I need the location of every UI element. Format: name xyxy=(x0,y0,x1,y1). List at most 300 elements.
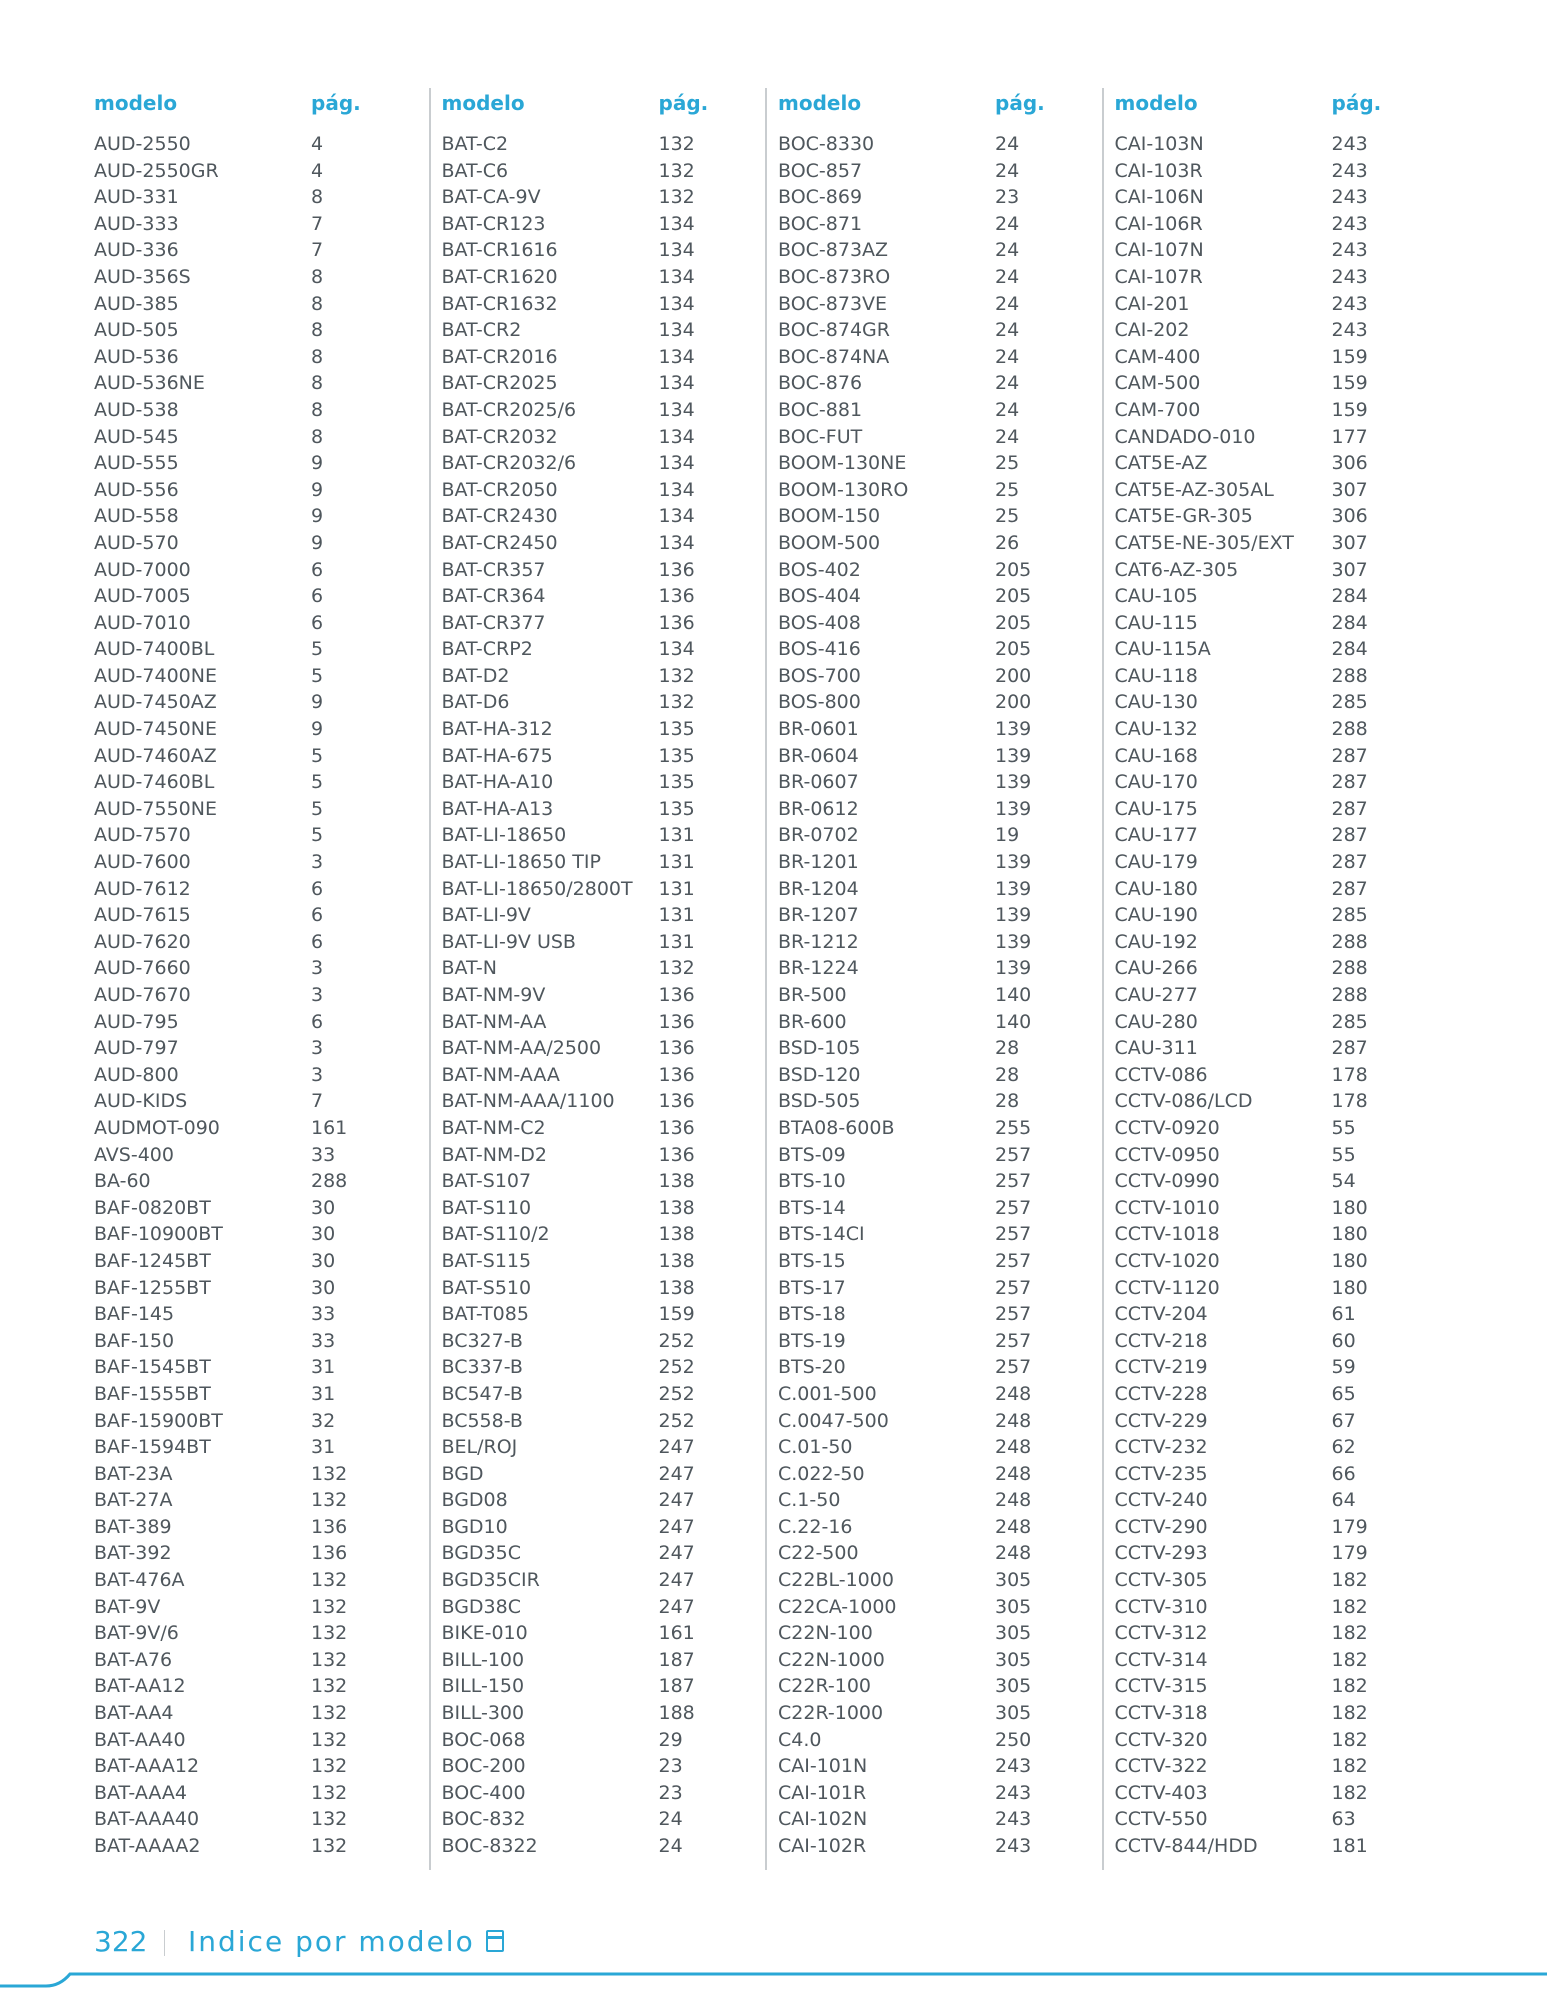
page-ref: 182 xyxy=(1331,1675,1368,1698)
model-code: AUD-505 xyxy=(94,319,179,342)
index-row xyxy=(1115,1806,1441,1833)
index-row xyxy=(1115,1115,1441,1142)
index-row xyxy=(1115,663,1441,690)
page-ref: 139 xyxy=(995,877,1032,900)
index-row xyxy=(1115,237,1441,264)
index-row xyxy=(1115,743,1441,770)
page-ref: 136 xyxy=(311,1542,348,1565)
index-row xyxy=(94,1647,429,1674)
page-ref: 8 xyxy=(311,186,324,209)
model-code: BAT-HA-A13 xyxy=(441,797,554,820)
model-code: BTS-14CI xyxy=(778,1223,865,1246)
model-code: BAT-A76 xyxy=(94,1648,173,1671)
index-row xyxy=(778,636,1102,663)
index-row xyxy=(94,1221,429,1248)
page-ref: 288 xyxy=(1331,957,1368,980)
model-code: CCTV-318 xyxy=(1114,1702,1208,1725)
model-code: AUD-797 xyxy=(94,1037,179,1060)
model-code: AUDMOT-090 xyxy=(94,1116,220,1139)
index-row xyxy=(1115,822,1441,849)
model-code: BAT-CR2450 xyxy=(441,531,558,554)
model-code: CCTV-232 xyxy=(1114,1436,1208,1459)
model-code: CAU-170 xyxy=(1114,771,1198,794)
index-row xyxy=(778,1727,1102,1754)
model-code: AUD-333 xyxy=(94,212,179,235)
model-code: CAI-101N xyxy=(778,1755,868,1778)
column-header xyxy=(1115,88,1441,118)
page-ref: 247 xyxy=(658,1489,695,1512)
page-ref: 248 xyxy=(995,1542,1032,1565)
index-row xyxy=(1115,1248,1441,1275)
model-code: BGD35CIR xyxy=(441,1569,540,1592)
model-code: AUD-7670 xyxy=(94,984,191,1006)
page-ref: 67 xyxy=(1331,1409,1356,1432)
index-row xyxy=(94,1461,429,1488)
page-ref: 134 xyxy=(658,505,695,528)
index-row xyxy=(1115,636,1441,663)
page-ref: 134 xyxy=(658,452,695,475)
page-ref: 285 xyxy=(1331,904,1368,927)
page-ref: 24 xyxy=(995,239,1020,262)
model-code: CAU-115 xyxy=(1114,611,1198,634)
page-ref: 178 xyxy=(1331,1063,1368,1086)
page-ref: 6 xyxy=(311,585,324,608)
page-ref: 7 xyxy=(311,1090,324,1113)
model-code: AUD-7450NE xyxy=(94,718,217,741)
index-row xyxy=(778,1753,1102,1780)
index-row xyxy=(778,424,1102,451)
index-row xyxy=(1115,1673,1441,1700)
model-code: BR-0607 xyxy=(778,771,859,794)
index-row xyxy=(1115,1142,1441,1169)
index-row xyxy=(94,370,429,397)
page-ref: 179 xyxy=(1331,1542,1368,1565)
model-code: CAU-118 xyxy=(1114,664,1198,687)
index-row xyxy=(94,1248,429,1275)
page-ref: 132 xyxy=(311,1755,348,1778)
model-code: BOS-416 xyxy=(778,638,861,661)
index-row xyxy=(94,1354,429,1381)
model-code: BIKE-010 xyxy=(441,1622,528,1645)
index-row xyxy=(778,1434,1102,1461)
page-ref: 288 xyxy=(1331,664,1368,687)
index-row xyxy=(94,1434,429,1461)
model-code: BOC-874NA xyxy=(778,345,890,368)
index-row xyxy=(94,583,429,610)
index-row xyxy=(442,1540,766,1567)
index-row xyxy=(778,158,1102,185)
page-ref: 24 xyxy=(995,265,1020,288)
model-code: C.01-50 xyxy=(778,1436,853,1459)
page-ref: 284 xyxy=(1331,611,1368,634)
page-ref: 63 xyxy=(1331,1808,1356,1831)
page-ref: 5 xyxy=(311,664,324,687)
page-ref: 134 xyxy=(658,638,695,661)
page-ref: 24 xyxy=(995,425,1020,448)
page-ref: 180 xyxy=(1331,1249,1368,1272)
model-code: CCTV-320 xyxy=(1114,1728,1208,1751)
index-row xyxy=(1115,1354,1441,1381)
index-row xyxy=(778,1088,1102,1115)
model-code: BAT-HA-A10 xyxy=(441,771,554,794)
index-row xyxy=(442,1088,766,1115)
page-ref: 132 xyxy=(658,957,695,980)
model-code: BILL-100 xyxy=(441,1648,525,1671)
model-code: CCTV-293 xyxy=(1114,1542,1208,1565)
index-row xyxy=(94,1806,429,1833)
page-ref: 132 xyxy=(311,1781,348,1804)
column-header xyxy=(94,88,429,118)
index-row xyxy=(1115,583,1441,610)
page-ref: 252 xyxy=(658,1329,695,1352)
page-ref: 136 xyxy=(658,1037,695,1060)
page-ref: 28 xyxy=(995,1063,1020,1086)
model-code: BAT-HA-312 xyxy=(441,718,553,741)
page-ref: 257 xyxy=(995,1223,1032,1246)
model-code: BR-1207 xyxy=(778,904,859,927)
page-ref: 24 xyxy=(995,212,1020,235)
index-row xyxy=(94,1780,429,1807)
index-row xyxy=(94,530,429,557)
page-ref: 257 xyxy=(995,1249,1032,1272)
page-ref: 55 xyxy=(1331,1143,1356,1166)
model-code: BOC-200 xyxy=(441,1755,526,1778)
page-ref: 180 xyxy=(1331,1276,1368,1299)
index-row xyxy=(778,211,1102,238)
model-code: BAT-27A xyxy=(94,1489,173,1512)
page-ref: 182 xyxy=(1331,1755,1368,1778)
section-title: Indice por modelo xyxy=(188,1925,475,1958)
page-ref: 139 xyxy=(995,904,1032,927)
index-row xyxy=(442,1620,766,1647)
page-ref: 8 xyxy=(311,398,324,421)
page-ref: 243 xyxy=(1331,292,1368,315)
page-ref: 138 xyxy=(658,1170,695,1193)
model-code: BAT-NM-9V xyxy=(441,984,546,1006)
page-ref: 131 xyxy=(658,877,695,900)
model-code: BOC-881 xyxy=(778,398,863,421)
index-row xyxy=(778,716,1102,743)
index-row xyxy=(1115,1647,1441,1674)
index-row xyxy=(442,1354,766,1381)
page-ref: 247 xyxy=(658,1595,695,1618)
page-ref: 287 xyxy=(1331,797,1368,820)
model-code: BR-1204 xyxy=(778,877,859,900)
index-row xyxy=(778,1115,1102,1142)
index-row xyxy=(442,1700,766,1727)
header-model: modelo xyxy=(94,91,178,115)
model-code: BOC-068 xyxy=(441,1728,526,1751)
model-code: AUD-7550NE xyxy=(94,797,217,820)
page-ref: 243 xyxy=(995,1781,1032,1804)
model-code: BAT-S107 xyxy=(441,1170,532,1193)
page-ref: 182 xyxy=(1331,1595,1368,1618)
index-row xyxy=(778,237,1102,264)
model-code: BOOM-150 xyxy=(778,505,881,528)
model-code: AUD-7460AZ xyxy=(94,744,217,767)
page-ref: 248 xyxy=(995,1382,1032,1405)
page-ref: 187 xyxy=(658,1675,695,1698)
index-row xyxy=(1115,1275,1441,1302)
model-code: BAF-1555BT xyxy=(94,1382,211,1405)
page-ref: 132 xyxy=(311,1489,348,1512)
index-row xyxy=(94,743,429,770)
model-code: AUD-795 xyxy=(94,1010,179,1033)
model-code: CCTV-229 xyxy=(1114,1409,1208,1432)
page-ref: 177 xyxy=(1331,425,1368,448)
index-row xyxy=(442,450,766,477)
model-code: CAU-175 xyxy=(1114,797,1198,820)
index-row xyxy=(1115,184,1441,211)
page-ref: 4 xyxy=(311,133,324,155)
model-code: AUD-7400BL xyxy=(94,638,215,661)
index-row xyxy=(442,1408,766,1435)
page-ref: 138 xyxy=(658,1223,695,1246)
model-code: BOC-873VE xyxy=(778,292,888,315)
page-ref: 306 xyxy=(1331,505,1368,528)
page-ref: 161 xyxy=(311,1116,348,1139)
model-code: CAI-202 xyxy=(1114,319,1190,342)
index-row xyxy=(442,1301,766,1328)
index-row xyxy=(1115,264,1441,291)
index-row xyxy=(778,876,1102,903)
index-row xyxy=(778,1461,1102,1488)
model-code: CAU-190 xyxy=(1114,904,1198,927)
model-code: CAM-500 xyxy=(1114,372,1201,395)
index-row xyxy=(1115,982,1441,1009)
index-row xyxy=(442,1434,766,1461)
index-row xyxy=(442,1035,766,1062)
page-ref: 33 xyxy=(311,1329,336,1352)
index-row xyxy=(1115,955,1441,982)
index-row xyxy=(778,1195,1102,1222)
model-code: CCTV-315 xyxy=(1114,1675,1208,1698)
index-row xyxy=(778,1647,1102,1674)
model-code: BAT-LI-18650 xyxy=(441,824,567,847)
page-ref: 136 xyxy=(658,558,695,581)
model-code: C22-500 xyxy=(778,1542,859,1565)
model-code: AUD-7660 xyxy=(94,957,191,980)
index-row xyxy=(94,982,429,1009)
model-code: CAI-107R xyxy=(1114,265,1203,288)
index-row xyxy=(1115,1727,1441,1754)
page-ref: 287 xyxy=(1331,877,1368,900)
page-ref: 24 xyxy=(995,398,1020,421)
model-code: BGD35C xyxy=(441,1542,521,1565)
model-code: BOS-402 xyxy=(778,558,861,581)
model-code: CCTV-086/LCD xyxy=(1114,1090,1253,1113)
model-code: BOC-873AZ xyxy=(778,239,889,262)
column-header xyxy=(442,88,766,118)
index-row xyxy=(778,1514,1102,1541)
index-row xyxy=(442,211,766,238)
index-row xyxy=(442,716,766,743)
index-row xyxy=(94,955,429,982)
index-row xyxy=(94,1487,429,1514)
page-ref: 134 xyxy=(658,212,695,235)
page-ref: 5 xyxy=(311,797,324,820)
model-code: CCTV-844/HDD xyxy=(1114,1835,1258,1857)
header-page: pág. xyxy=(311,91,361,115)
page-ref: 139 xyxy=(995,930,1032,953)
page-ref: 24 xyxy=(995,372,1020,395)
page-ref: 134 xyxy=(658,372,695,395)
model-code: BOC-873RO xyxy=(778,265,891,288)
model-code: CCTV-235 xyxy=(1114,1462,1208,1485)
index-row xyxy=(442,1673,766,1700)
model-code: CAU-132 xyxy=(1114,718,1198,741)
index-row xyxy=(94,636,429,663)
page-ref: 24 xyxy=(995,345,1020,368)
index-row xyxy=(1115,344,1441,371)
model-code: AUD-356S xyxy=(94,265,191,288)
header-page: pág. xyxy=(1331,91,1382,115)
index-row xyxy=(94,769,429,796)
page-ref: 131 xyxy=(658,930,695,953)
model-code: CAT5E-AZ-305AL xyxy=(1114,478,1274,501)
index-row xyxy=(778,1035,1102,1062)
page-ref: 288 xyxy=(311,1170,348,1193)
model-code: BAF-150 xyxy=(94,1329,175,1352)
page-ref: 182 xyxy=(1331,1728,1368,1751)
page-ref: 62 xyxy=(1331,1436,1356,1459)
page-ref: 28 xyxy=(995,1090,1020,1113)
model-code: BR-1201 xyxy=(778,851,859,874)
page-ref: 305 xyxy=(995,1569,1032,1592)
page-ref: 182 xyxy=(1331,1622,1368,1645)
index-row xyxy=(442,317,766,344)
column-header xyxy=(778,88,1102,118)
index-row xyxy=(778,1408,1102,1435)
index-row xyxy=(442,1275,766,1302)
model-code: CAU-277 xyxy=(1114,984,1198,1006)
page-ref: 9 xyxy=(311,531,324,554)
page-ref: 307 xyxy=(1331,531,1368,554)
index-row xyxy=(1115,716,1441,743)
index-row xyxy=(1115,929,1441,956)
model-code: BTS-10 xyxy=(778,1170,846,1193)
page-ref: 135 xyxy=(658,797,695,820)
model-code: BAT-CR2025/6 xyxy=(441,398,577,421)
page-ref: 243 xyxy=(1331,212,1368,235)
index-row xyxy=(442,1833,766,1860)
model-code: C.1-50 xyxy=(778,1489,841,1512)
index-row xyxy=(94,1009,429,1036)
index-row xyxy=(778,929,1102,956)
index-row xyxy=(442,1115,766,1142)
index-column-2 xyxy=(431,88,768,1870)
model-code: CCTV-305 xyxy=(1114,1569,1208,1592)
page-ref: 8 xyxy=(311,265,324,288)
model-code: BAF-145 xyxy=(94,1303,175,1326)
model-code: CCTV-1020 xyxy=(1114,1249,1220,1272)
model-code: BAT-AAA12 xyxy=(94,1755,200,1778)
page-ref: 8 xyxy=(311,345,324,368)
index-row xyxy=(778,317,1102,344)
page-ref: 248 xyxy=(995,1489,1032,1512)
index-row xyxy=(442,1142,766,1169)
index-row xyxy=(778,1381,1102,1408)
model-code: AVS-400 xyxy=(94,1143,174,1166)
index-row xyxy=(1115,291,1441,318)
model-code: AUD-2550GR xyxy=(94,159,219,182)
page-ref: 188 xyxy=(658,1702,695,1725)
index-row xyxy=(778,1009,1102,1036)
index-row xyxy=(442,902,766,929)
model-code: BAT-23A xyxy=(94,1462,173,1485)
page-ref: 134 xyxy=(658,319,695,342)
page-ref: 252 xyxy=(658,1409,695,1432)
page-ref: 131 xyxy=(658,824,695,847)
model-code: BAT-CR357 xyxy=(441,558,546,581)
index-row xyxy=(94,184,429,211)
index-row xyxy=(94,929,429,956)
index-row xyxy=(778,557,1102,584)
index-row xyxy=(442,636,766,663)
page-ref: 140 xyxy=(995,1010,1032,1033)
index-row xyxy=(442,397,766,424)
model-code: CAI-103R xyxy=(1114,159,1203,182)
index-row xyxy=(778,370,1102,397)
model-code: CAT5E-AZ xyxy=(1114,452,1208,475)
model-code: AUD-7615 xyxy=(94,904,191,927)
page-ref: 31 xyxy=(311,1356,336,1379)
model-code: BAT-AA4 xyxy=(94,1702,174,1725)
page-ref: 178 xyxy=(1331,1090,1368,1113)
index-row xyxy=(442,1461,766,1488)
page-ref: 287 xyxy=(1331,824,1368,847)
page-ref: 180 xyxy=(1331,1223,1368,1246)
model-code: BAT-9V xyxy=(94,1595,161,1618)
index-row xyxy=(1115,1594,1441,1621)
page-ref: 6 xyxy=(311,877,324,900)
model-code: BAT-CR2430 xyxy=(441,505,558,528)
index-row xyxy=(442,503,766,530)
model-code: BAF-0820BT xyxy=(94,1196,211,1219)
index-row xyxy=(1115,503,1441,530)
model-code: AUD-331 xyxy=(94,186,179,209)
index-row xyxy=(442,1780,766,1807)
model-code: BAT-NM-AA/2500 xyxy=(441,1037,602,1060)
index-row xyxy=(94,1301,429,1328)
model-code: BSD-120 xyxy=(778,1063,861,1086)
index-row xyxy=(94,291,429,318)
model-code: BTS-17 xyxy=(778,1276,846,1299)
model-code: CCTV-0950 xyxy=(1114,1143,1220,1166)
page-ref: 5 xyxy=(311,744,324,767)
index-row xyxy=(442,689,766,716)
page-ref: 136 xyxy=(658,611,695,634)
model-code: CAT6-AZ-305 xyxy=(1114,558,1239,581)
page-ref: 32 xyxy=(311,1409,336,1432)
page-ref: 134 xyxy=(658,345,695,368)
index-row xyxy=(778,397,1102,424)
model-code: BOS-404 xyxy=(778,585,861,608)
model-code: CAU-105 xyxy=(1114,585,1198,608)
model-code: BAT-C2 xyxy=(441,133,509,155)
model-code: BAT-NM-AA xyxy=(441,1010,547,1033)
page-ref: 284 xyxy=(1331,585,1368,608)
page-ref: 6 xyxy=(311,904,324,927)
index-row xyxy=(94,1594,429,1621)
index-row xyxy=(778,663,1102,690)
index-row xyxy=(1115,477,1441,504)
index-row xyxy=(778,184,1102,211)
index-row xyxy=(94,1328,429,1355)
page-ref: 138 xyxy=(658,1196,695,1219)
model-code: BC337-B xyxy=(441,1356,523,1379)
index-row xyxy=(778,344,1102,371)
